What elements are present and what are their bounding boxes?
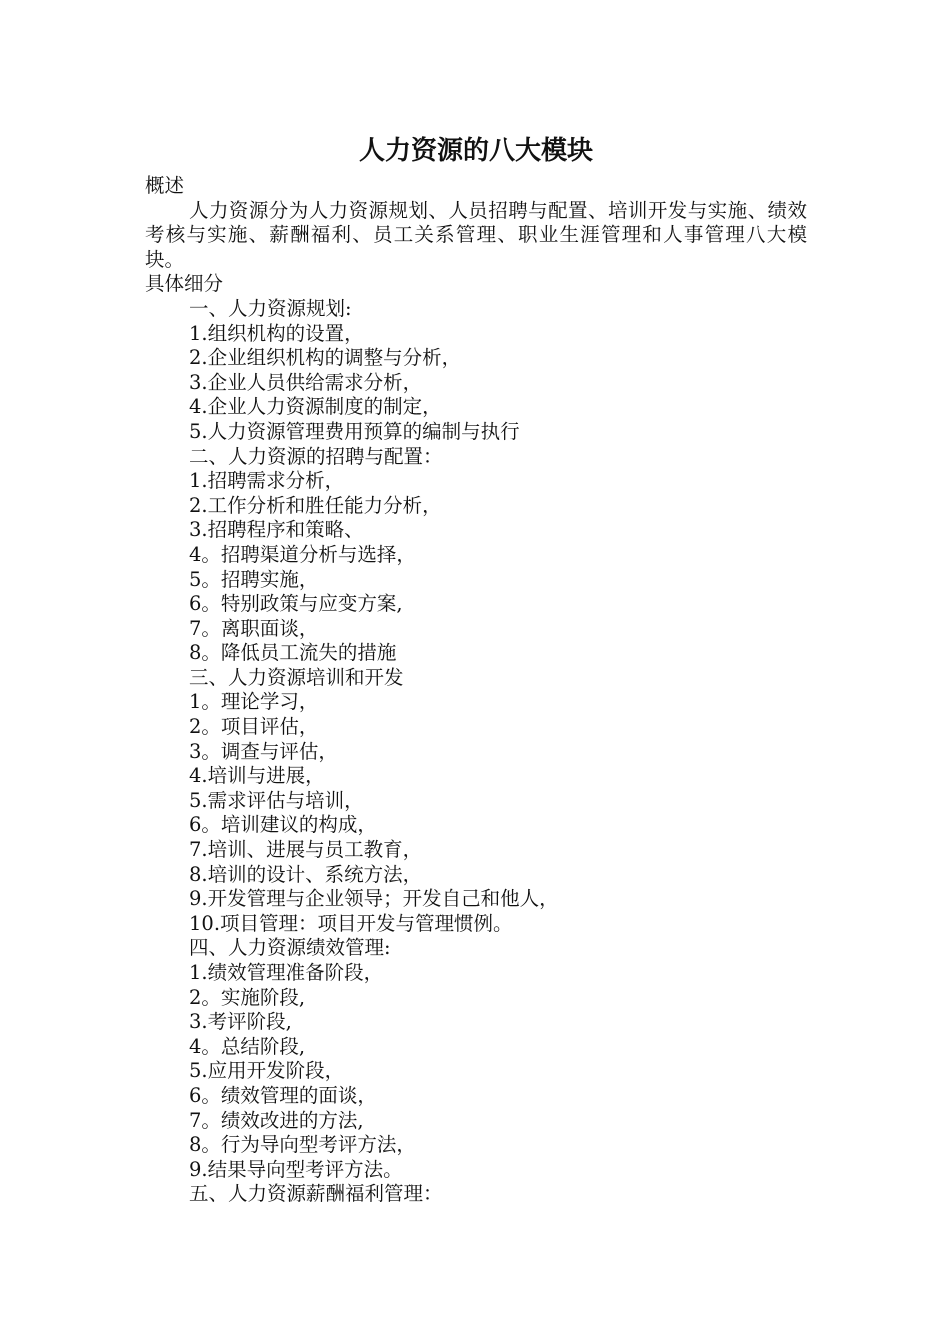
- list-item: 2.企业组织机构的调整与分析，: [189, 346, 462, 370]
- overview-heading: 概述: [145, 174, 185, 197]
- list-item: 1.招聘需求分析，: [189, 469, 345, 493]
- list-item: 6。特别政策与应变方案,: [189, 592, 403, 616]
- list-item: 1.绩效管理准备阶段，: [189, 961, 384, 984]
- section-heading: 四、人力资源绩效管理:: [189, 936, 391, 960]
- section-heading: 三、人力资源培训和开发: [189, 665, 404, 689]
- list-item: 7。离职面谈，: [189, 616, 319, 640]
- list-item: 3.招聘程序和策略、: [189, 518, 364, 542]
- list-item: 6。绩效管理的面谈，: [189, 1083, 377, 1107]
- list-item: 2。实施阶段,: [189, 985, 306, 1009]
- list-item: 2.工作分析和胜任能力分析，: [189, 493, 442, 517]
- list-item: 4.企业人力资源制度的制定，: [189, 395, 442, 419]
- list-item: 8.培训的设计、系统方法，: [189, 862, 423, 886]
- list-item: 9.开发管理与企业领导；开发自己和他人，: [189, 887, 559, 911]
- list-item: 4.培训与进展，: [189, 764, 325, 788]
- list-item: 6。培训建议的构成，: [189, 813, 377, 837]
- section-heading: 一、人力资源规划:: [189, 296, 352, 320]
- list-item: 7。绩效改进的方法,: [189, 1108, 364, 1132]
- list-item: 4。总结阶段,: [189, 1034, 306, 1058]
- list-item: 3.企业人员供给需求分析，: [189, 370, 423, 394]
- list-item: 5。招聘实施，: [189, 567, 319, 591]
- section-planning: [145, 297, 807, 445]
- section-compensation: [145, 1182, 807, 1207]
- section-recruitment: [145, 445, 807, 666]
- list-item: 5.应用开发阶段，: [189, 1059, 345, 1083]
- list-item: 5.人力资源管理费用预算的编制与执行: [189, 419, 520, 443]
- list-item: 2。项目评估，: [189, 715, 319, 739]
- list-item: 8。降低员工流失的措施: [189, 641, 397, 665]
- section-heading: 二、人力资源的招聘与配置：: [189, 444, 443, 468]
- section-training: [145, 666, 807, 937]
- list-item: 1。理论学习，: [189, 690, 319, 714]
- document-title: 人力资源的八大模块: [358, 136, 593, 166]
- list-item: 8。行为导向型考评方法，: [189, 1133, 416, 1157]
- list-item: 7.培训、进展与员工教育，: [189, 838, 423, 862]
- list-item: 3。调查与评估，: [189, 739, 338, 763]
- list-item: 10.项目管理：项目开发与管理惯例。: [189, 911, 513, 935]
- section-heading: 五、人力资源薪酬福利管理：: [189, 1182, 443, 1206]
- list-item: 3.考评阶段,: [189, 1010, 292, 1034]
- list-item: 9.结果导向型考评方法。: [189, 1157, 403, 1181]
- list-item: 5.需求评估与培训，: [189, 788, 364, 812]
- details-heading: 具体细分: [145, 272, 224, 296]
- overview-paragraph: 人力资源分为人力资源规划、人员招聘与配置、培训开发与实施、绩效考核与实施、薪酬福利、员工关系管理、职业生涯管理和人事管理八大模块。: [145, 198, 807, 271]
- list-item: 1.组织机构的设置，: [189, 321, 364, 345]
- section-performance: [145, 936, 807, 1182]
- list-item: 4。招聘渠道分析与选择，: [189, 542, 416, 566]
